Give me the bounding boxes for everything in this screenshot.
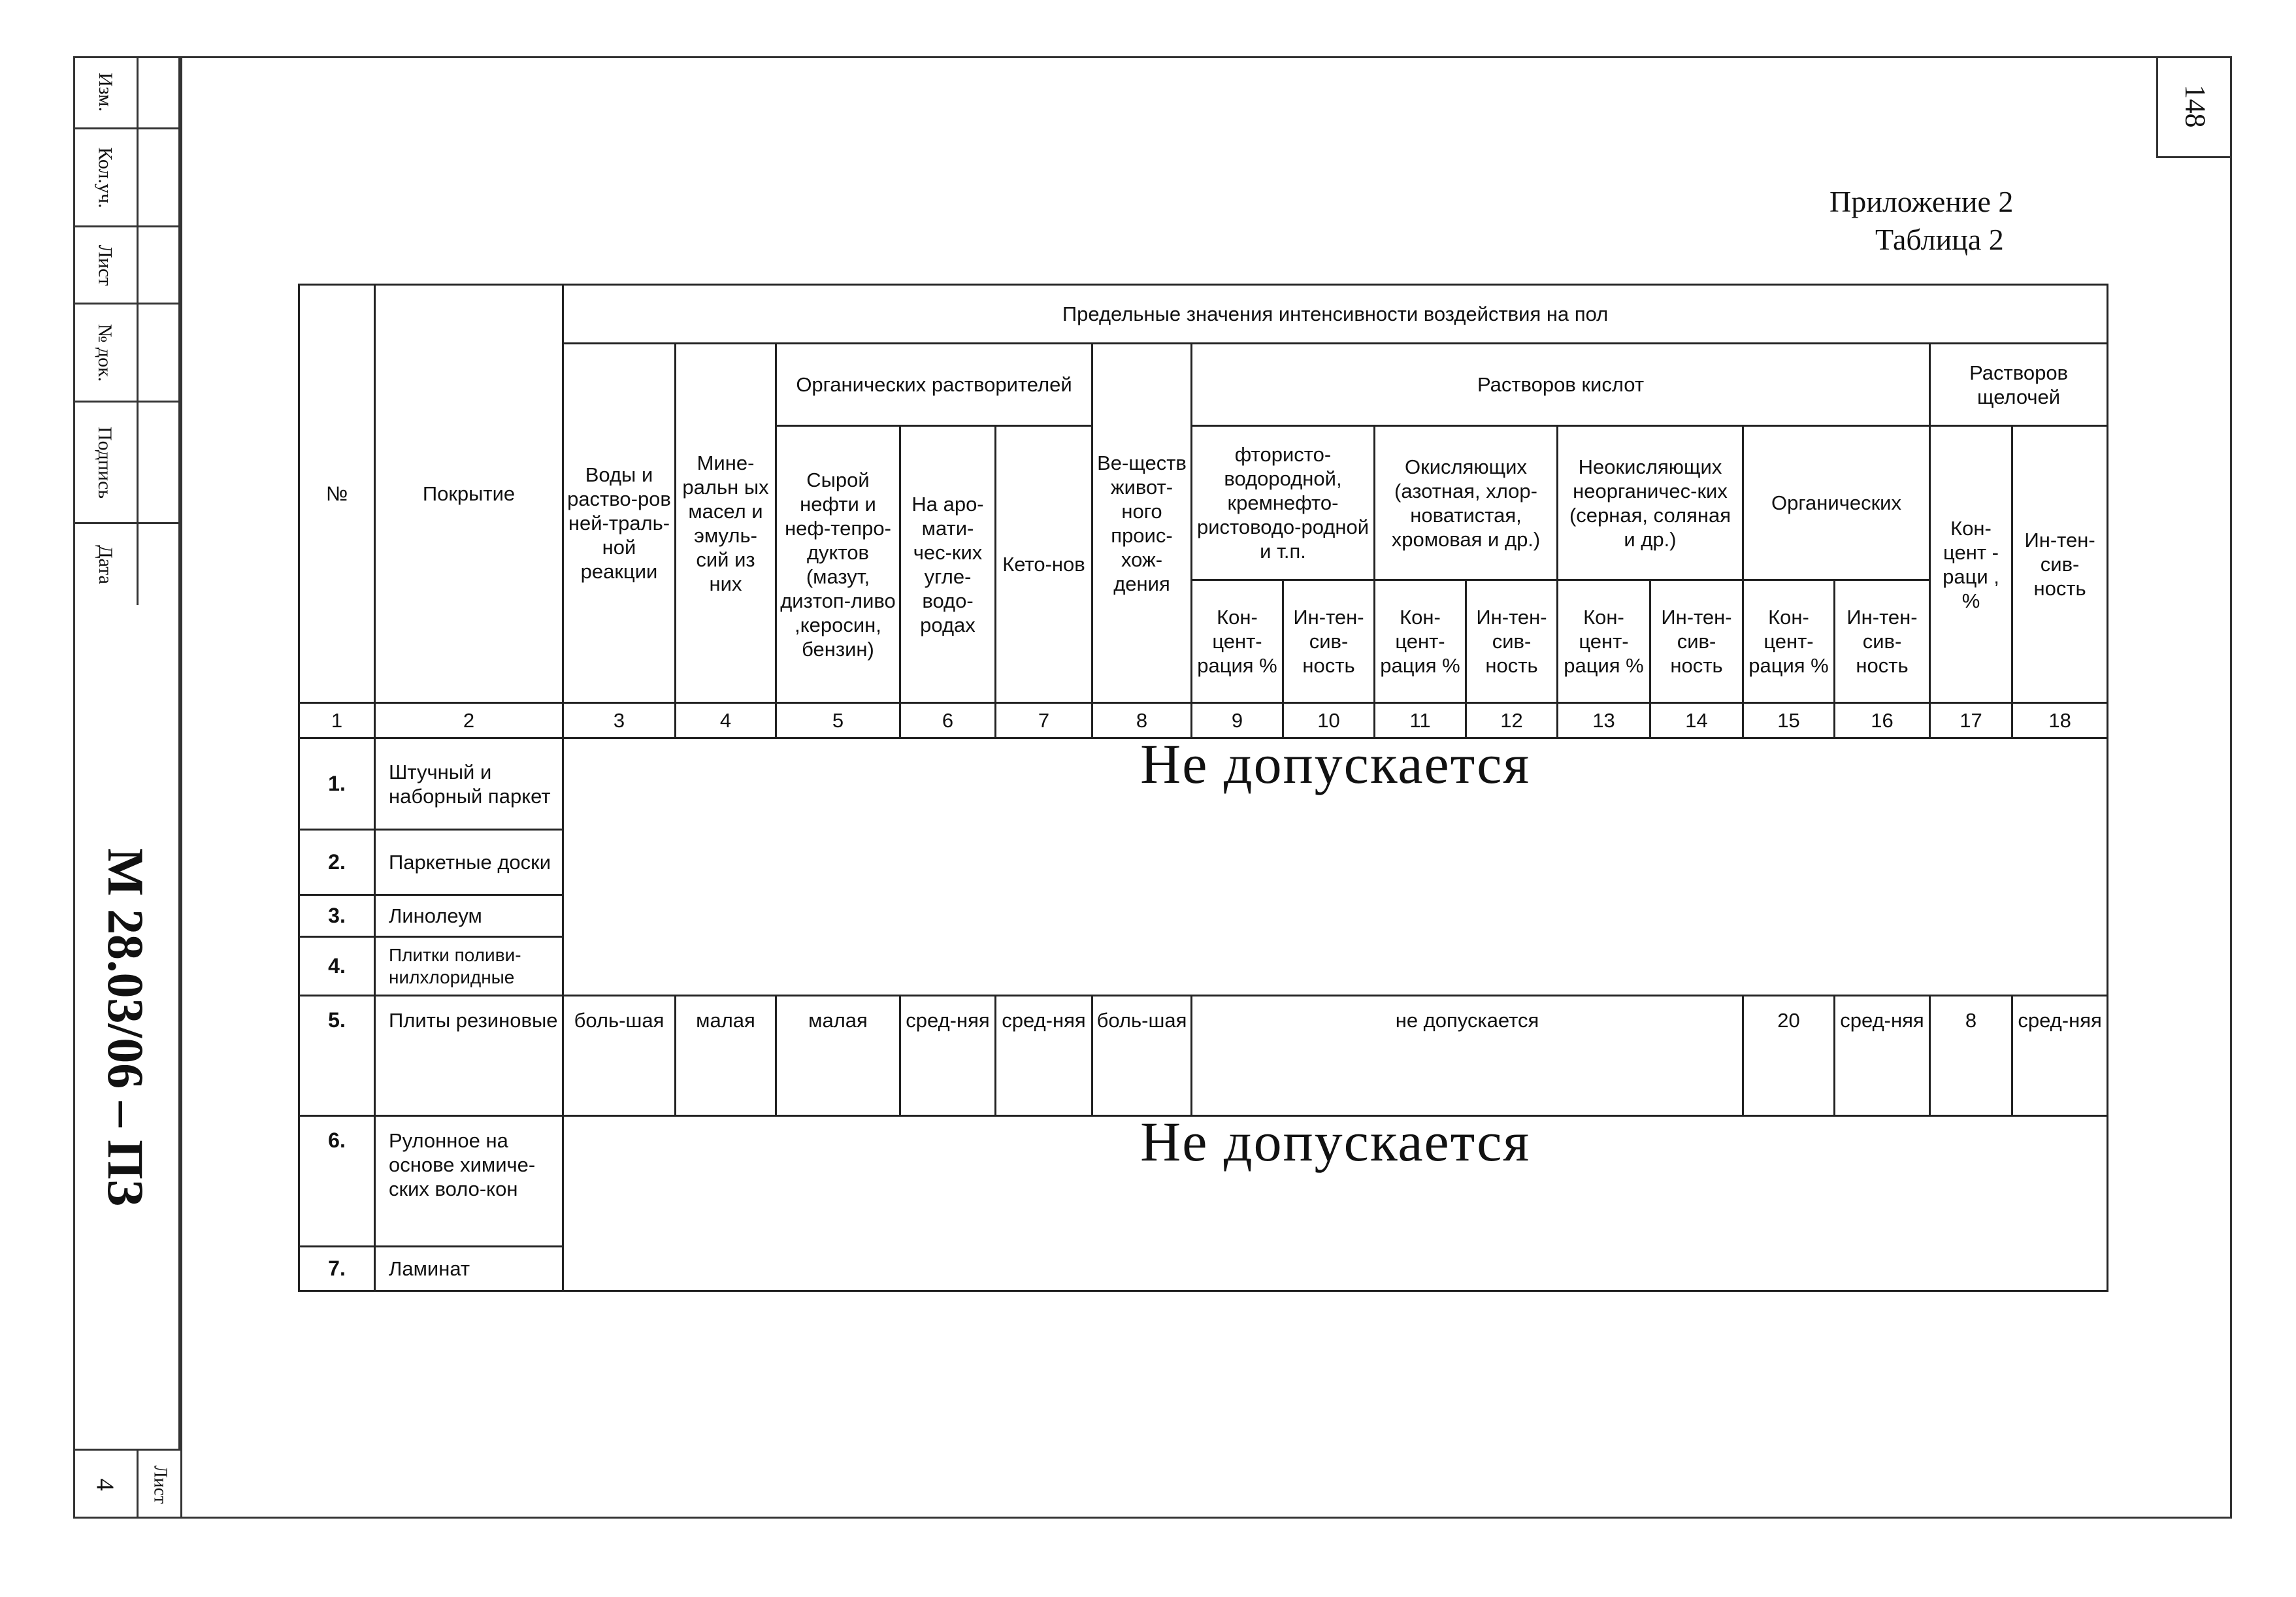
row-number: 1.	[299, 738, 375, 830]
stamp-label: Лист	[94, 244, 116, 286]
limits-table	[298, 284, 2108, 1292]
sheet-number: 4	[91, 1478, 119, 1491]
row-number: 2.	[299, 830, 375, 895]
row-number: 4.	[299, 937, 375, 996]
value-cell: 20	[1743, 996, 1835, 1116]
header-water: Воды и раство-ров ней-траль-ной реакции	[563, 344, 676, 703]
table-row	[299, 1116, 2108, 1247]
header-organic-acids: Органических	[1743, 426, 1930, 580]
not-allowed-block-1: Не допускается	[563, 738, 2108, 996]
value-cell: боль-шая	[563, 996, 676, 1116]
stamp-row-sign	[73, 403, 180, 524]
col-number: 17	[1930, 703, 2012, 738]
header-conc: Кон-цент-рация %	[1375, 580, 1466, 703]
value-cell: малая	[676, 996, 776, 1116]
row-cover: Штучный и наборный паркет	[375, 738, 563, 830]
row-cover: Линолеум	[375, 895, 563, 937]
col-number: 13	[1558, 703, 1650, 738]
stamp-label: № док.	[94, 323, 116, 382]
row-cover: Рулонное на основе химиче-ских воло-кон	[375, 1116, 563, 1247]
stamp-row-date	[73, 524, 180, 605]
appendix-heading	[1829, 183, 2130, 259]
value-cell: малая	[776, 996, 900, 1116]
stamp-label: Подпись	[94, 426, 116, 499]
value-cell-merged: не допускается	[1192, 996, 1743, 1116]
stamp-label: Дата	[94, 545, 116, 584]
col-number: 14	[1650, 703, 1743, 738]
col-number: 15	[1743, 703, 1835, 738]
column-number-row	[299, 703, 2108, 738]
col-number: 11	[1375, 703, 1466, 738]
value-cell: 8	[1930, 996, 2012, 1116]
header-oxidizing-acids: Окисляющих (азотная, хлор-новатистая, хромовая и др.)	[1375, 426, 1558, 580]
row-number: 5.	[299, 996, 375, 1116]
header-cover: Покрытие	[375, 285, 563, 703]
header-intens: Ин-тен-сив-ность	[1650, 580, 1743, 703]
header-organic-solvents: Органических растворителей	[776, 344, 1092, 426]
col-number: 9	[1192, 703, 1283, 738]
header-limits: Предельные значения интенсивности воздействия на пол	[563, 285, 2108, 344]
header-crude: Сырой нефти и неф-тепро-дуктов (мазут, дизтоп-ливо ,керосин, бензин)	[776, 426, 900, 703]
header-num: №	[299, 285, 375, 703]
stamp-label: Изм.	[94, 72, 116, 112]
header-alkali-intens: Ин-тен-сив-ность	[2012, 426, 2108, 703]
row-number: 7.	[299, 1247, 375, 1291]
header-hf-acids: фтористо-водородной, кремнефто-ристоводо-родной и т.п.	[1192, 426, 1375, 580]
value-cell: сред-няя	[900, 996, 996, 1116]
col-number: 5	[776, 703, 900, 738]
col-number: 16	[1835, 703, 1930, 738]
document-code-text: М 28.03/06 – ПЗ	[97, 848, 155, 1206]
stamp-column	[73, 56, 180, 605]
value-cell: боль-шая	[1092, 996, 1192, 1116]
page-number-box	[2156, 56, 2232, 158]
row-cover: Плиты резиновые	[375, 996, 563, 1116]
header-intens: Ин-тен-сив-ность	[1283, 580, 1375, 703]
col-number: 2	[375, 703, 563, 738]
table-row	[299, 738, 2108, 830]
value-cell: сред-няя	[2012, 996, 2108, 1116]
header-nonoxidizing-acids: Неокисляющих неорганичес-ких (серная, соляная и др.)	[1558, 426, 1743, 580]
header-aromatic: На аро-мати-чес-ких угле-водо-родах	[900, 426, 996, 703]
stamp-row-list	[73, 227, 180, 305]
row-cover: Плитки поливи-нилхлоридные	[375, 937, 563, 996]
not-allowed-block-2: Не допускается	[563, 1116, 2108, 1291]
header-intens: Ин-тен-сив-ность	[1466, 580, 1558, 703]
table-row	[299, 996, 2108, 1116]
header-conc: Кон-цент-рация %	[1743, 580, 1835, 703]
col-number: 8	[1092, 703, 1192, 738]
col-number: 12	[1466, 703, 1558, 738]
header-ketones: Кето-нов	[996, 426, 1092, 703]
value-cell: сред-няя	[1835, 996, 1930, 1116]
document-code	[73, 605, 180, 1451]
appendix-line: Приложение 2	[1829, 185, 2014, 218]
col-number: 1	[299, 703, 375, 738]
row-number: 3.	[299, 895, 375, 937]
header-conc: Кон-цент-рация %	[1558, 580, 1650, 703]
stamp-row-izm	[73, 56, 180, 129]
page-number: 148	[2179, 84, 2211, 128]
col-number: 18	[2012, 703, 2108, 738]
sheet-number-cell	[73, 1451, 180, 1519]
col-number: 7	[996, 703, 1092, 738]
stamp-label: Кол.уч.	[94, 146, 116, 208]
header-animal: Ве-ществ живот-ного проис-хож-дения	[1092, 344, 1192, 703]
sheet-label: Лист	[149, 1465, 170, 1504]
header-conc: Кон-цент-рация %	[1192, 580, 1283, 703]
col-number: 4	[676, 703, 776, 738]
col-number: 6	[900, 703, 996, 738]
header-mineral: Мине-ральн ых масел и эмуль-сий из них	[676, 344, 776, 703]
header-alkali: Растворов щелочей	[1930, 344, 2108, 426]
row-cover: Ламинат	[375, 1247, 563, 1291]
header-alkali-conc: Кон-цент - раци , %	[1930, 426, 2012, 703]
value-cell: сред-няя	[996, 996, 1092, 1116]
row-number: 6.	[299, 1116, 375, 1247]
col-number: 10	[1283, 703, 1375, 738]
header-intens: Ин-тен-сив-ность	[1835, 580, 1930, 703]
row-cover: Паркетные доски	[375, 830, 563, 895]
col-number: 3	[563, 703, 676, 738]
stamp-row-doc	[73, 305, 180, 403]
header-acids: Растворов кислот	[1192, 344, 1930, 426]
table-line: Таблица 2	[1875, 223, 2004, 256]
stamp-row-kol	[73, 129, 180, 227]
